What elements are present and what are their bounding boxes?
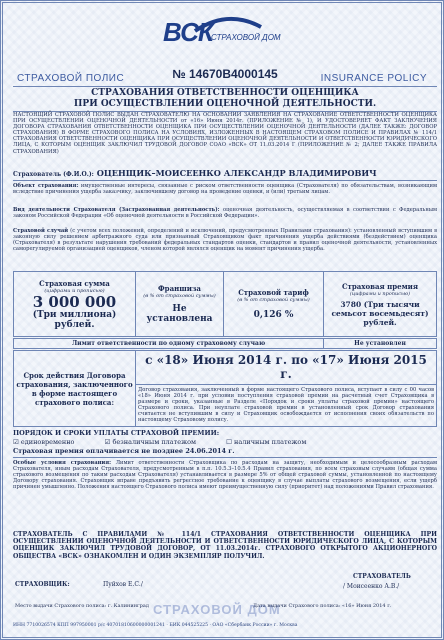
special-text: Лимит ответственности Страховщика по расходам на защиту, необходимым и целесообразным расходам Страхователя, иным расходам Страхователя, предусмотренным в п.п. 10.5.3–10.5.4 Правил страхования, по всем страховым случаям (общая сумма страхового возмещения по таким расходам Страхователя) устанавливается в размере 5% от общей страховой суммы, установленной по настоящему Договору страхования. Страховщик вправе предъявить регрессное требование к оценщику в случае выплаты страхового возмещения, если ущерб причинен умышленно. Положения настоящего Страхового полиса имеют преимущественную силу (приоритет) над положениями Правил страхования. [13, 460, 437, 491]
sum-header: Страховая сумма [39, 278, 110, 288]
event-text: (с учетом всех положений, определений и исключений, предусмотренных Правилами страхования): установленный вступившим в законную силу решением арбитражного суда или признанный Страховщиком факт причинения ущерба действиями (бездействием) оценщика (Страхователя) в результате нарушения требований федеральных стандартов оценки, стандартов и правил оценочной деятельности, установленных саморегулируемой организацией оценщиков, членом которой являлся оценщик на момент причинения ущерба. [13, 228, 438, 253]
premium-value: 3780 (Три тысячи семьсот восемьдесят) рублей. [331, 299, 429, 327]
limit-table [13, 338, 437, 349]
company-logo [163, 13, 287, 53]
brand-subtitle: СТРАХОВОЙ ДОМ [211, 33, 281, 42]
title-line-2: ПРИ ОСУЩЕСТВЛЕНИИ ОЦЕНОЧНОЙ ДЕЯТЕЛЬНОСТИ. [73, 99, 377, 109]
divider [13, 457, 437, 458]
insured-sign-label: СТРАХОВАТЕЛЬ [353, 573, 411, 580]
object-label: Объект страхования: [13, 183, 79, 189]
premium-cell [324, 272, 437, 337]
intro-text: НАСТОЯЩИЙ СТРАХОВОЙ ПОЛИС ВЫДАН СТРАХОВАТЕЛЮ НА ОСНОВАНИИ ЗАЯВЛЕНИЯ НА СТРАХОВАНИЕ ОТВЕТСТВЕННОСТИ ОЦЕНЩИКА ПРИ ОСУЩЕСТВЛЕНИИ ОЦЕНОЧНОЙ ДЕЯТЕЛЬНОСТИ от «16» Июня 2014г. (ПРИЛОЖЕНИЕ № 1), И УДОСТОВЕРЯЕТ ФАКТ ЗАКЛЮЧЕНИЯ ДОГОВОРА СТРАХОВАНИЯ ОТВЕТСТВЕННОСТИ ОЦЕНЩИКА ПРИ ОСУЩЕСТВЛЕНИИ ОЦЕНОЧНОЙ ДЕЯТЕЛЬНОСТИ (ДАЛЕЕ ТАКЖЕ: ДОГОВОР СТРАХОВАНИЯ) В ФОРМЕ СТРАХОВОГО ПОЛИСА НА УСЛОВИЯХ, ИЗЛОЖЕННЫХ В НАСТОЯЩЕМ СТРАХОВОМ ПОЛИСЕ И ПРАВИЛАХ № 114/1 СТРАХОВАНИЯ ОТВЕТСТВЕННОСТИ ОЦЕНЩИКА ПРИ ОСУЩЕСТВЛЕНИИ ОЦЕНОЧНОЙ ДЕЯТЕЛЬНОСТИ И ОТВЕТСТВЕННОСТИ ЮРИДИЧЕСКОГО ЛИЦА, С КОТОРЫМ ОЦЕНЩИК ЗАКЛЮЧИЛ ТРУДОВОЙ ДОГОВОР СОАО «ВСК» ОТ 11.03.2014 Г (ПРИЛОЖЕНИЕ № 2; ДАЛЕЕ ТАКЖЕ ПРАВИЛА СТРАХОВАНИЯ) [13, 112, 437, 155]
tariff-header: Страховой тариф [238, 288, 309, 297]
premium-header: Страховая премия [341, 281, 419, 291]
insurer-sign-label: СТРАХОВЩИК: [15, 581, 70, 588]
policy-label-en: INSURANCE POLICY [320, 73, 427, 84]
activity-text: оценочная деятельность, осуществляемая в соответствии с Федеральным законом Российской Федерации «Об оценочной деятельности в Российской Федерации». [13, 207, 437, 220]
franchise-sub: (в % от страховой суммы) [143, 293, 216, 299]
payment-options [13, 439, 437, 445]
sum-words: (Три миллиона) рублей. [32, 309, 117, 330]
brand-name: ВСК [163, 17, 213, 47]
premium-sub: (цифрами и прописью) [349, 290, 411, 297]
limit-label: Лимит ответственности по одному страховому случаю [14, 339, 324, 349]
insured-name: ОЦЕНЩИК–МОИСЕЕНКО АЛЕКСАНДР ВЛАДИМИРОВИЧ [96, 168, 377, 178]
special-label: Особые условия страхования: [13, 460, 111, 466]
divider [13, 180, 437, 181]
insured-label: Страхователь (Ф.И.О.): [13, 171, 94, 178]
payment-option-cash: ☐ наличным платежом [226, 438, 307, 446]
insured-sign-name: / Моисеенко А.В./ [343, 583, 400, 590]
term-label: Срок действия Договора страхования, заключенного в форме настоящего страхового полиса: [14, 351, 136, 427]
payment-heading: ПОРЯДОК И СРОКИ УПЛАТЫ СТРАХОВОЙ ПРЕМИИ: [13, 429, 220, 437]
franchise-cell [136, 272, 224, 337]
insurer-sign-name: Пуйхов Е.С./ [103, 581, 143, 588]
limit-value: Не установлен [324, 339, 437, 349]
term-table [13, 350, 437, 427]
bank-details [13, 623, 437, 628]
activity-section [13, 207, 437, 219]
special-section [13, 460, 437, 490]
bank-details-text: ИНН 7710026574 КПП 997950001 р/с 40701810600000001241 · БИК 044525225 · ОАО «Сбербанк России» г. Москва [13, 623, 298, 628]
tariff-value: 0,126 % [253, 310, 294, 320]
policy-label-ru: СТРАХОВОЙ ПОЛИС [17, 73, 125, 84]
issue-place: Место выдачи Страхового полиса: г. Калининград [15, 603, 149, 609]
event-section [13, 228, 437, 252]
sum-table [13, 271, 437, 337]
object-section [13, 183, 437, 195]
activity-label: Вид деятельности Страхователя (Застрахованная деятельность): [13, 207, 220, 213]
policy-number: № 14670В4000145 [172, 67, 278, 81]
payment-option-lump-sum: ☑ единовременно [13, 438, 75, 446]
event-label: Страховой случай [13, 228, 69, 234]
sum-sub: (цифрами и прописью) [44, 287, 105, 294]
watermark: СТРАХОВОЙ ДОМ [153, 602, 281, 617]
document-title [13, 86, 437, 112]
title-line-1: СТРАХОВАНИЯ ОТВЕТСТВЕННОСТИ ОЦЕНЩИКА [91, 88, 359, 98]
payment-option-noncash: ☑ безналичным платежом [104, 438, 197, 446]
payment-due: Страховая премия оплачивается не позднее 24.06.2014 г. [13, 447, 235, 455]
term-period: с «18» Июня 2014 г. по «17» Июня 2015 г. [136, 351, 437, 385]
object-text: имущественные интересы, связанные с риском ответственности оценщика (Страхователя) по обязательствам, возникающим вследствие причинения ущерба заказчику, заключившему договор на проведение оценки, и (или) третьим лицам. [13, 183, 437, 196]
sum-value: 3 000 000 [32, 292, 117, 311]
franchise-value: Не установлена [146, 304, 213, 324]
franchise-header: Франшиза [158, 284, 201, 293]
issue-date: Дата выдачи Страхового полиса: «16» Июня 2014 г. [253, 603, 392, 609]
tariff-cell [224, 272, 324, 337]
insured-row [13, 168, 437, 178]
term-text: Договор страхования, заключенный в форме настоящего Страхового полиса, вступает в силу с 00 часов «18» Июня 2014 г. при условии поступления страховой премии на расчетный счет Страховщика в размере и сроки, указанные в Разделе «Порядок и сроки уплаты страховой премии» настоящего Страхового полиса. При неуплате страховой премии в установленный срок Договор страхования считается не вступившим в силу и Страховщик освобождается от исполнения своих обязательств по настоящему Страховому полису. [136, 384, 437, 426]
confirmation-text: СТРАХОВАТЕЛЬ С ПРАВИЛАМИ № 114/1 СТРАХОВАНИЯ ОТВЕТСТВЕННОСТИ ОЦЕНЩИКА ПРИ ОСУЩЕСТВЛЕНИИ ОЦЕНОЧНОЙ ДЕЯТЕЛЬНОСТИ И ОТВЕТСТВЕННОСТИ ЮРИДИЧЕСКОГО ЛИЦА, С КОТОРЫМ ОЦЕНЩИК ЗАКЛЮЧИЛ ТРУДОВОЙ ДОГОВОР, ОТ 11.03.2014г. СТРАХОВОГО ОТКРЫТОГО АКЦИОНЕРНОГО ОБЩЕСТВА «ВСК» ОЗНАКОМЛЕН И ОДИН ЭКЗЕМПЛЯР ПОЛУЧИЛ. [13, 531, 437, 560]
tariff-sub: (в % от страховой суммы) [237, 297, 310, 303]
sum-cell [14, 272, 136, 337]
